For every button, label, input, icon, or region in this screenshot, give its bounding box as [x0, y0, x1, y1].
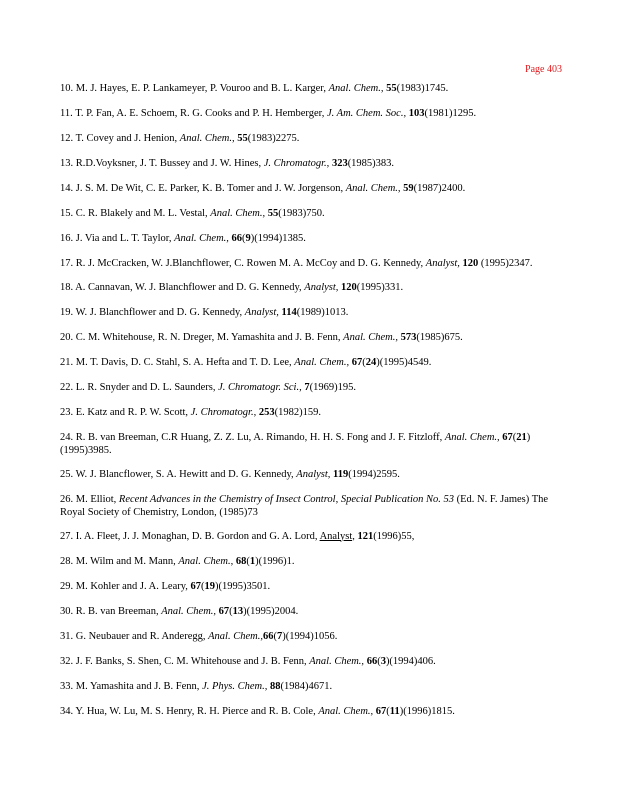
- volume-number: 9: [245, 233, 251, 244]
- reference-text: (: [246, 555, 250, 567]
- volume-number: 67: [218, 605, 230, 617]
- volume-number: 67: [375, 705, 387, 717]
- reference-item: [60, 630, 560, 644]
- reference-text: (1982)159.: [274, 406, 321, 418]
- reference-text: R.D.Voyksner, J. T. Bussey and J. W. Hines,: [75, 158, 264, 169]
- reference-number: 31.: [60, 630, 74, 642]
- reference-item: [60, 132, 560, 146]
- reference-text: M. T. Davis, D. C. Stahl, S. A. Hefta and T. D. Lee,: [75, 356, 295, 368]
- reference-number: 16.: [60, 233, 74, 244]
- reference-number: 29.: [60, 580, 74, 592]
- reference-number: 24.: [60, 431, 74, 443]
- reference-text: M. Kohler and J. A. Leary,: [75, 580, 191, 592]
- journal-title: Anal. Chem.,: [179, 133, 235, 144]
- reference-text: T. P. Fan, A. E. Schoem, R. G. Cooks and P. H. Hemberger,: [75, 108, 327, 119]
- journal-title: Anal. Chem.,: [444, 431, 500, 443]
- reference-text: (1996)55,: [373, 530, 415, 542]
- volume-number: 67: [351, 356, 363, 368]
- journal-title: Anal. Chem.,: [161, 605, 217, 617]
- journal-title: Analyst,: [244, 306, 279, 318]
- journal-title: Recent Advances in the Chemistry of Insect Control, Special Publication No. 53: [118, 493, 454, 505]
- reference-number: 34.: [60, 705, 74, 717]
- reference-text: )(1994)1056.: [282, 630, 338, 642]
- reference-text: (1981)1295.: [424, 108, 477, 119]
- reference-item: [60, 281, 560, 295]
- journal-title: Anal. Chem.,: [328, 83, 384, 94]
- reference-text: R. B. van Breeman,: [75, 605, 162, 617]
- reference-text: )(1996)1.: [255, 555, 295, 567]
- reference-item: [60, 530, 560, 544]
- reference-number: 33.: [60, 680, 74, 692]
- reference-text: (1983)2275.: [247, 133, 300, 144]
- reference-item: [60, 182, 560, 196]
- reference-number: 12.: [60, 133, 74, 144]
- reference-number: 25.: [60, 468, 74, 480]
- volume-number: 7: [276, 630, 283, 642]
- reference-text: J. Via and L. T. Taylor,: [75, 233, 175, 244]
- reference-text: J. F. Banks, S. Shen, C. M. Whitehouse and J. B. Fenn,: [75, 655, 310, 667]
- reference-list: [60, 82, 560, 718]
- reference-item: [60, 257, 560, 271]
- reference-text: C. M. Whitehouse, R. N. Dreger, M. Yamashita and J. B. Fenn,: [75, 331, 344, 343]
- journal-title: J. Phys. Chem.,: [202, 680, 268, 692]
- reference-text: M. Yamashita and J. B. Fenn,: [75, 680, 203, 692]
- reference-text: (1969)195.: [309, 381, 356, 393]
- reference-item: [60, 356, 560, 370]
- reference-number: 11.: [60, 108, 73, 119]
- reference-text: T. Covey and J. Henion,: [75, 133, 180, 144]
- reference-item: [60, 468, 560, 482]
- reference-number: 30.: [60, 605, 74, 617]
- reference-text: W. J. Blanchflower and D. G. Kennedy,: [75, 306, 245, 318]
- reference-number: 15.: [60, 208, 74, 219]
- reference-text: (: [229, 605, 233, 617]
- volume-number: 55: [237, 133, 248, 144]
- reference-text: )(1995)3985.: [60, 431, 531, 456]
- volume-number: 13: [232, 605, 244, 617]
- reference-item: [60, 306, 560, 320]
- reference-text: M. Wilm and M. Mann,: [75, 555, 179, 567]
- reference-item: [60, 107, 560, 121]
- volume-number: 7: [304, 381, 310, 393]
- reference-text: I. A. Fleet, J. J. Monaghan, D. B. Gordon and G. A. Lord,: [75, 530, 320, 542]
- reference-text: (: [512, 431, 517, 443]
- reference-text: R. J. McCracken, W. J.Blanchflower, C. Rowen M. A. McCoy and D. G. Kennedy,: [75, 258, 426, 269]
- reference-number: 10.: [60, 83, 74, 94]
- journal-title: Anal. Chem.,: [174, 233, 229, 244]
- reference-number: 23.: [60, 406, 74, 418]
- volume-number: 103: [408, 108, 425, 119]
- reference-text: (: [386, 705, 390, 717]
- journal-title: Anal. Chem.,: [294, 356, 350, 368]
- reference-item: [60, 381, 560, 395]
- reference-text: Y. Hua, W. Lu, M. S. Henry, R. H. Pierce and R. B. Cole,: [75, 705, 319, 717]
- journal-title: Anal. Chem.,: [345, 183, 401, 194]
- reference-number: 20.: [60, 331, 74, 343]
- reference-text: C. R. Blakely and M. L. Vestal,: [75, 208, 211, 219]
- reference-text: A. Cannavan, W. J. Blanchflower and D. G. Kennedy,: [75, 281, 305, 293]
- reference-text: (1987)2400.: [413, 183, 466, 194]
- volume-number: 120: [462, 258, 479, 269]
- reference-text: (1984)4671.: [280, 680, 333, 692]
- reference-text: )(1994)1385.: [250, 233, 306, 244]
- journal-title: Analyst,: [304, 281, 339, 293]
- reference-number: 26.: [60, 493, 74, 505]
- volume-number: 59: [403, 183, 414, 194]
- journal-title: J. Chromatogr.,: [263, 158, 330, 169]
- volume-number: 1: [249, 555, 256, 567]
- journal-title: Anal. Chem.,: [318, 705, 374, 717]
- reference-number: 17.: [60, 258, 74, 269]
- volume-number: 55: [386, 83, 397, 94]
- reference-text: M. Elliot,: [75, 493, 119, 505]
- volume-number: 323: [331, 158, 348, 169]
- reference-number: 13.: [60, 158, 74, 169]
- reference-text: )(1996)1815.: [399, 705, 455, 717]
- reference-text: )(1995)2004.: [243, 605, 299, 617]
- journal-title: Anal. Chem.,: [178, 555, 234, 567]
- volume-number: 66: [366, 655, 378, 667]
- volume-number: 55: [267, 208, 279, 219]
- reference-item: [60, 555, 560, 569]
- reference-text: (1995)331.: [356, 281, 404, 293]
- journal-title: J. Chromatogr. Sci.,: [218, 381, 302, 393]
- reference-item: [60, 331, 560, 345]
- reference-text: M. J. Hayes, E. P. Lankameyer, P. Vouroo and B. L. Karger,: [75, 83, 329, 94]
- volume-number: 24: [365, 356, 377, 368]
- reference-text: (1985)383.: [347, 158, 395, 169]
- reference-item: [60, 680, 560, 694]
- reference-text: (1985)675.: [416, 331, 463, 343]
- volume-number: 88: [270, 680, 281, 692]
- reference-text: (: [201, 580, 205, 592]
- volume-number: 3: [380, 655, 386, 667]
- journal-title: Anal. Chem.,: [208, 630, 263, 642]
- reference-text: )(1995)4549.: [376, 356, 432, 368]
- reference-text: L. R. Snyder and D. L. Saunders,: [75, 381, 219, 393]
- volume-number: 121: [357, 530, 374, 542]
- reference-number: 18.: [60, 281, 74, 293]
- reference-item: [60, 207, 560, 221]
- reference-item: [60, 580, 560, 594]
- page-number: Page 403: [525, 64, 562, 75]
- volume-number: 253: [258, 406, 275, 418]
- reference-item: [60, 232, 560, 246]
- reference-text: E. Katz and R. P. W. Scott,: [75, 406, 191, 418]
- volume-number: 68: [235, 555, 247, 567]
- volume-number: 67: [502, 431, 513, 443]
- reference-item: [60, 705, 560, 719]
- reference-number: 27.: [60, 530, 74, 542]
- journal-title: Analyst,: [425, 258, 460, 269]
- journal-title: J. Chromatogr.,: [190, 406, 257, 418]
- reference-text: (: [242, 233, 246, 244]
- reference-number: 19.: [60, 306, 74, 318]
- reference-text: (1983)750.: [278, 208, 325, 219]
- reference-text: (Ed. N. F. James) The Royal Society of Chemistry, London, (1985)73: [60, 493, 549, 518]
- reference-item: [60, 605, 560, 619]
- reference-text: (: [362, 356, 366, 368]
- reference-number: 28.: [60, 555, 74, 567]
- reference-text: )(1994)406.: [385, 655, 436, 667]
- volume-number: 120: [341, 281, 357, 293]
- journal-title-underlined: Analyst,: [319, 530, 355, 542]
- reference-item: [60, 655, 560, 669]
- reference-text: )(1995)3501.: [215, 580, 271, 592]
- reference-number: 22.: [60, 381, 74, 393]
- reference-item: [60, 157, 560, 171]
- reference-text: R. B. van Breeman, C.R Huang, Z. Z. Lu, A. Rimando, H. H. S. Fong and J. F. Fitzloff,: [75, 431, 445, 443]
- journal-title: Anal. Chem.,: [309, 655, 365, 667]
- reference-text: J. S. M. De Wit, C. E. Parker, K. B. Tomer and J. W. Jorgenson,: [75, 183, 346, 194]
- volume-number: 11: [389, 705, 400, 717]
- volume-number: 21: [516, 431, 527, 443]
- reference-text: (1995)2347.: [478, 258, 533, 269]
- reference-text: (: [273, 630, 277, 642]
- volume-number: 119: [333, 468, 349, 480]
- journal-title: Anal. Chem.,: [343, 331, 398, 343]
- reference-text: (1983)1745.: [396, 83, 449, 94]
- reference-text: (1994)2595.: [348, 468, 400, 480]
- reference-text: W. J. Blancflower, S. A. Hewitt and D. G. Kennedy,: [75, 468, 297, 480]
- reference-item: [60, 406, 560, 420]
- volume-number: 66: [262, 630, 274, 642]
- reference-text: (: [377, 655, 381, 667]
- journal-title: Anal. Chem.,: [210, 208, 266, 219]
- volume-number: 66: [231, 233, 243, 244]
- reference-text: G. Neubauer and R. Anderegg,: [75, 630, 209, 642]
- volume-number: 19: [204, 580, 216, 592]
- journal-title: Analyst,: [296, 468, 331, 480]
- reference-item: [60, 493, 560, 520]
- reference-number: 14.: [60, 183, 74, 194]
- reference-item: [60, 82, 560, 96]
- reference-number: 32.: [60, 655, 74, 667]
- journal-title: J. Am. Chem. Soc.,: [326, 108, 407, 119]
- reference-text: (1989)1013.: [296, 306, 349, 318]
- volume-number: 114: [281, 306, 297, 318]
- volume-number: 573: [400, 331, 417, 343]
- volume-number: 67: [190, 580, 202, 592]
- reference-number: 21.: [60, 356, 74, 368]
- reference-item: [60, 431, 560, 458]
